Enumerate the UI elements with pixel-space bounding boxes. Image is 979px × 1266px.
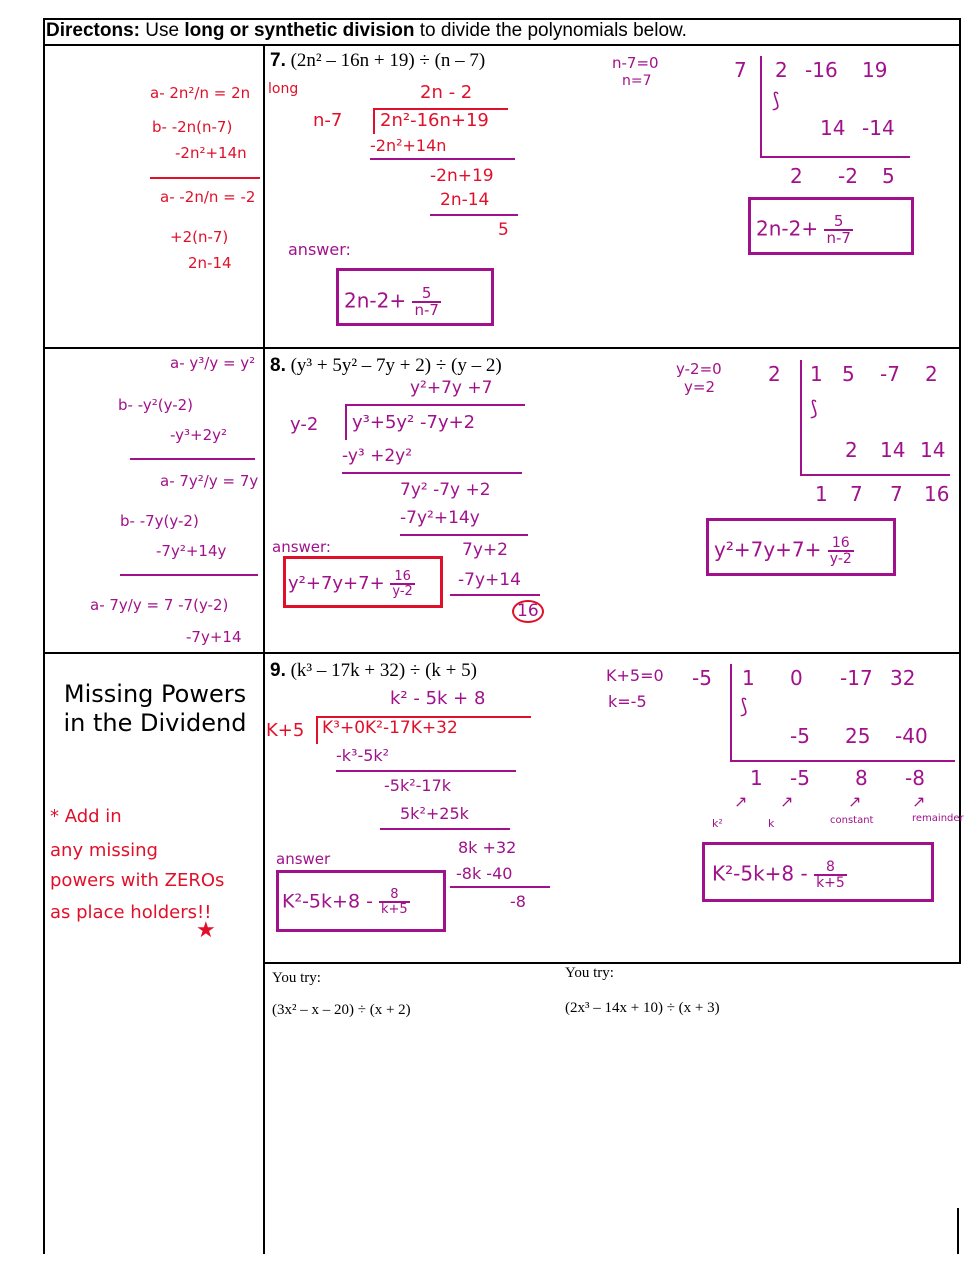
synth-bot: 16 [924, 482, 950, 506]
p8-quotient: y²+7y +7 [410, 378, 493, 398]
synth-mid: 14 [920, 438, 946, 462]
synth-coef: 1 [742, 666, 755, 690]
p9-root: k=-5 [608, 692, 647, 711]
p7-root: n=7 [622, 73, 652, 89]
you-try-label-1: You try: [272, 970, 321, 986]
missing-note: * Add in [50, 806, 122, 827]
problem-7-statement: 7. (2n² – 16n + 19) ÷ (n – 7) [270, 50, 486, 71]
synth-coef: -17 [840, 666, 873, 690]
side-step: +2(n-7) [170, 228, 229, 246]
synth-mid: -5 [790, 724, 810, 748]
synth-mid: 14 [880, 438, 906, 462]
row-divider-2 [43, 652, 961, 654]
table-border-left [43, 18, 45, 1254]
side-step: a- -2n/n = -2 [160, 188, 256, 206]
synth-mid: 25 [845, 724, 871, 748]
p8-dividend: y³+5y² -7y+2 [352, 412, 476, 433]
synth-arrow: ⟆ [810, 396, 818, 420]
p7-step: -2n+19 [430, 166, 494, 186]
star-icon: ★ [196, 918, 216, 943]
p9-step: -8 [510, 892, 526, 911]
row-divider-1 [43, 347, 961, 349]
p9-synth-k: -5 [692, 666, 712, 690]
p7-answer-label: answer: [288, 240, 351, 259]
synth-term-label: k [768, 817, 775, 830]
p8-step: -y³ +2y² [342, 446, 413, 466]
header-divider [43, 44, 961, 46]
p9-answer: K²-5k+8 - $\frac{8}{k+5}$ [282, 887, 408, 917]
p7-step: -2n²+14n [370, 136, 447, 155]
margin-mark [957, 1208, 959, 1254]
synth-coef: 2 [775, 58, 788, 82]
p8-answer: y²+7y+7+ $\frac{16}{y-2}$ [288, 569, 413, 599]
synth-coef: 19 [862, 58, 888, 82]
synth-arrow-icon: ↗ [780, 792, 794, 811]
side-step: 2n-14 [188, 254, 232, 272]
you-try-label-2: You try: [565, 965, 614, 981]
problem-9-statement: 9. (k³ – 17k + 32) ÷ (k + 5) [270, 660, 477, 681]
synth-bot: 5 [882, 164, 895, 188]
p9-step: -8k -40 [456, 864, 513, 883]
p7-root-eq: n-7=0 [612, 54, 659, 72]
side-step: b- -2n(n-7) [152, 118, 233, 136]
synth-bot: 8 [855, 766, 868, 790]
synth-arrow: ⟆ [740, 694, 748, 718]
synth-term-label: k² [712, 817, 723, 830]
p8-root: y=2 [684, 378, 715, 396]
p9-step: 5k²+25k [400, 804, 469, 823]
side-step: a- y³/y = y² [170, 354, 256, 372]
p9-dividend: K³+0K²-17K+32 [322, 718, 458, 738]
p9-root-eq: K+5=0 [606, 666, 664, 685]
synth-term-label: remainder [912, 813, 964, 824]
synth-coef: -16 [805, 58, 838, 82]
synth-arrow-icon: ↗ [912, 792, 926, 811]
p8-step: 7y+2 [462, 540, 508, 560]
synth-bot: -8 [905, 766, 925, 790]
synth-coef: 0 [790, 666, 803, 690]
missing-powers-title: Missing Powers in the Dividend [63, 680, 247, 737]
synth-bot: -2 [838, 164, 858, 188]
side-step: b- -7y(y-2) [120, 512, 199, 530]
synth-bot: 1 [750, 766, 763, 790]
p7-step: 5 [498, 220, 509, 240]
side-step: -2n²+14n [175, 144, 247, 162]
p9-divisor: K+5 [266, 720, 305, 741]
side-step: -7y+14 [186, 628, 242, 646]
side-step: a- 7y/y = 7 -7(y-2) [90, 596, 229, 614]
p8-step: -7y²+14y [400, 508, 480, 528]
missing-note: as place holders!! [50, 902, 212, 923]
side-step: a- 7y²/y = 7y [160, 472, 259, 490]
missing-note: powers with ZEROs [50, 870, 225, 891]
synth-coef: 1 [810, 362, 823, 386]
missing-note: any missing [50, 840, 158, 861]
synth-arrow-icon: ↗ [734, 792, 748, 811]
directions: Directons: Use long or synthetic division to divide the polynomials below. [46, 20, 687, 41]
side-step: a- 2n²/n = 2n [150, 84, 251, 102]
p7-synth-k: 7 [734, 58, 747, 82]
synth-mid: 14 [820, 116, 846, 140]
p7-step: 2n-14 [440, 190, 490, 210]
synth-coef: 32 [890, 666, 916, 690]
p7-divisor: n-7 [313, 110, 343, 131]
synth-term-label: constant [830, 815, 874, 826]
you-try-expr-2: (2x³ – 14x + 10) ÷ (x + 3) [565, 1000, 720, 1016]
side-step: b- -y²(y-2) [118, 396, 194, 414]
p7-dividend: 2n²-16n+19 [380, 110, 489, 131]
p8-synth-answer: y²+7y+7+ $\frac{16}{y-2}$ [714, 535, 852, 567]
p9-synth-answer: K²-5k+8 - $\frac{8}{k+5}$ [712, 859, 845, 891]
synth-coef: 2 [925, 362, 938, 386]
long-label: long [268, 81, 299, 97]
problem-8-statement: 8. (y³ + 5y² – 7y + 2) ÷ (y – 2) [270, 355, 502, 376]
p7-quotient: 2n - 2 [420, 82, 473, 103]
p8-step: 7y² -7y +2 [400, 480, 491, 500]
p7-synth-answer: 2n-2+ $\frac{5}{n-7}$ [756, 212, 851, 247]
column-divider [263, 44, 265, 1254]
p9-quotient: k² - 5k + 8 [390, 688, 486, 709]
synth-mid: -14 [862, 116, 895, 140]
p8-remainder: 16 [512, 600, 544, 623]
synth-coef: -7 [880, 362, 900, 386]
synth-mid: -40 [895, 724, 928, 748]
synth-bot: 7 [890, 482, 903, 506]
synth-arrow-icon: ↗ [848, 792, 862, 811]
synth-bot: -5 [790, 766, 810, 790]
p8-answer-label: answer: [272, 538, 331, 556]
p8-step: -7y+14 [458, 570, 521, 590]
p9-answer-label: answer [276, 850, 331, 868]
synth-mid: 2 [845, 438, 858, 462]
synth-bot: 1 [815, 482, 828, 506]
p8-root-eq: y-2=0 [676, 360, 722, 378]
synth-arrow: ⟆ [772, 88, 780, 112]
synth-coef: 5 [842, 362, 855, 386]
p9-step: 8k +32 [458, 838, 517, 857]
p8-synth-k: 2 [768, 362, 781, 386]
side-step: -y³+2y² [170, 426, 228, 444]
p9-step: -5k²-17k [384, 776, 452, 795]
p7-answer: 2n-2+ $\frac{5}{n-7}$ [344, 284, 439, 319]
you-try-expr-1: (3x² – x – 20) ÷ (x + 2) [272, 1002, 411, 1018]
row-divider-3 [263, 962, 961, 964]
synth-bot: 2 [790, 164, 803, 188]
p9-step: -k³-5k² [336, 746, 390, 765]
p8-divisor: y-2 [290, 414, 319, 435]
side-step: -7y²+14y [156, 542, 227, 560]
synth-bot: 7 [850, 482, 863, 506]
